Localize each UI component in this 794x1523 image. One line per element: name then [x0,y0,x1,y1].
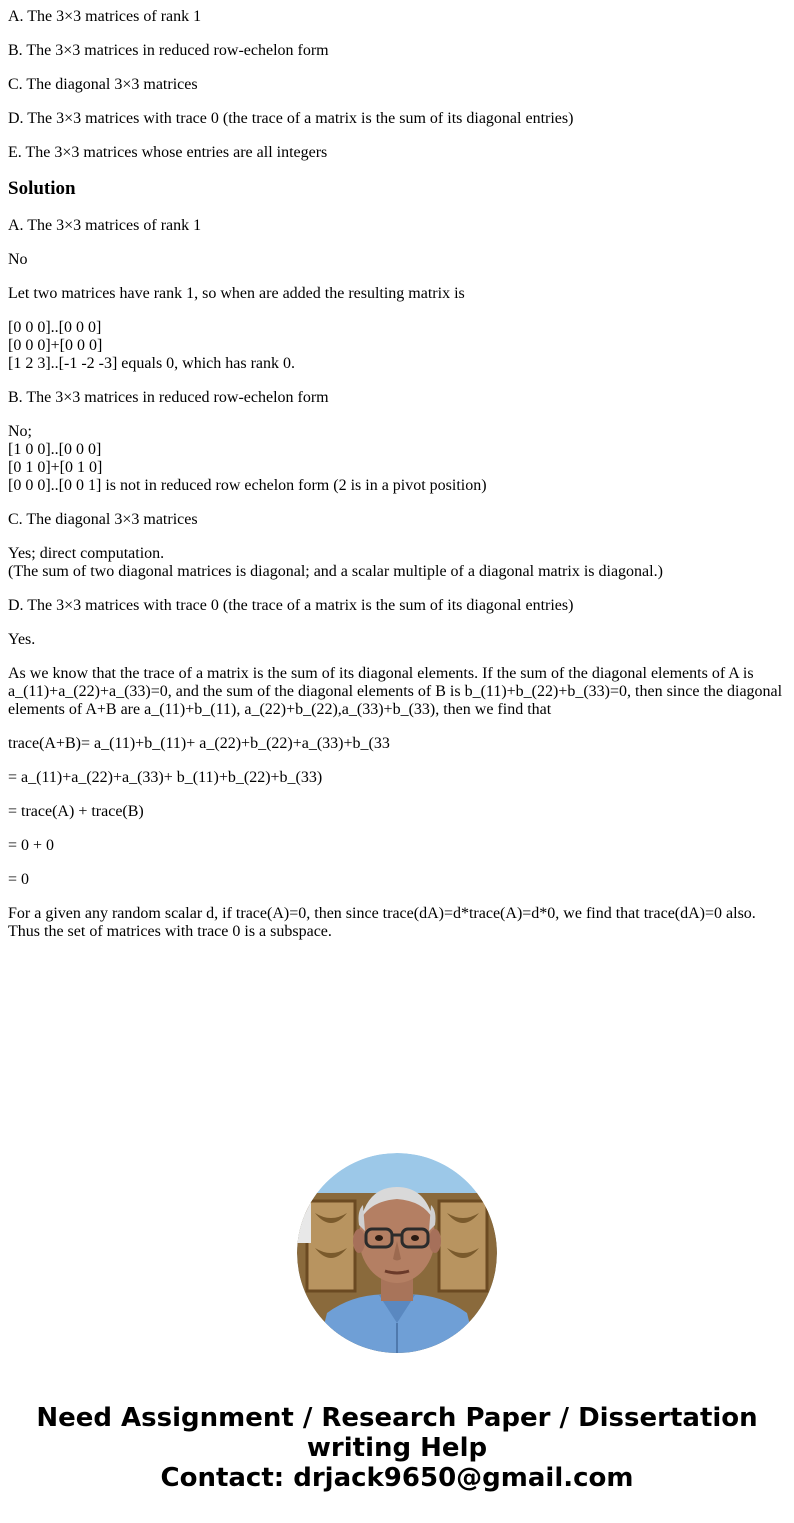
solution-a-title: A. The 3×3 matrices of rank 1 [8,217,202,234]
document-body [8,8,786,957]
author-photo-illustration [297,1153,497,1353]
promo-banner [0,1403,794,1493]
solution-b-title: B. The 3×3 matrices in reduced row-echelon form [8,389,329,406]
question-c: C. The diagonal 3×3 matrices [8,76,198,93]
question-e: E. The 3×3 matrices whose entries are all integers [8,144,328,161]
solution-d-answer: Yes. [8,631,36,648]
promo-line-1: Need Assignment / Research Paper / Dissertation [36,1403,758,1433]
solution-a-answer: No [8,251,28,268]
question-d: D. The 3×3 matrices with trace 0 (the trace of a matrix is the sum of its diagonal entries) [8,110,574,127]
solution-d-equation-3: = trace(A) + trace(B) [8,803,144,820]
solution-a-text: Let two matrices have rank 1, so when are added the resulting matrix is [8,285,465,302]
promo-contact: Contact: drjack9650@gmail.com [160,1463,634,1493]
solution-d-equation-5: = 0 [8,871,30,888]
solution-d-conclusion: For a given any random scalar d, if trace(A)=0, then since trace(dA)=d*trace(A)=d*0, we find that trace(dA)=0 also. Thus the set of matrices with trace 0 is a subspace. [8,905,756,940]
solution-d-equation-2: = a_(11)+a_(22)+a_(33)+ b_(11)+b_(22)+b_(33) [8,769,323,786]
question-b: B. The 3×3 matrices in reduced row-echelon form [8,42,329,59]
solution-heading: Solution [8,178,76,199]
promo-line-2: writing Help [306,1433,488,1463]
solution-d-equation-1: trace(A+B)= a_(11)+b_(11)+ a_(22)+b_(22)+a_(33)+b_(33 [8,735,390,752]
solution-d-text: As we know that the trace of a matrix is the sum of its diagonal elements. If the sum of the diagonal elements of A is a_(11)+a_(22)+a_(33)=0, and the sum of the diagonal elements of B is b_(11)+b_(22)+b_(33)=0, then since the diagonal elements of A+B are a_(11)+b_(11), a_(22)+b_(22),a_(33)+b_(33), then we find that [8,665,783,718]
solution-c-body: Yes; direct computation. (The sum of two diagonal matrices is diagonal; and a scalar multiple of a diagonal matrix is diagonal.) [8,545,663,580]
solution-b-body: No; [1 0 0]..[0 0 0] [0 1 0]+[0 1 0] [0 0 0]..[0 0 1] is not in reduced row echelon form (2 is in a pivot position) [8,423,487,494]
question-a: A. The 3×3 matrices of rank 1 [8,8,202,25]
solution-d-equation-4: = 0 + 0 [8,837,55,854]
solution-d-title: D. The 3×3 matrices with trace 0 (the trace of a matrix is the sum of its diagonal entries) [8,597,574,614]
solution-c-title: C. The diagonal 3×3 matrices [8,511,198,528]
author-avatar [297,1153,497,1353]
solution-a-matrix: [0 0 0]..[0 0 0] [0 0 0]+[0 0 0] [1 2 3]..[-1 -2 -3] equals 0, which has rank 0. [8,319,296,372]
